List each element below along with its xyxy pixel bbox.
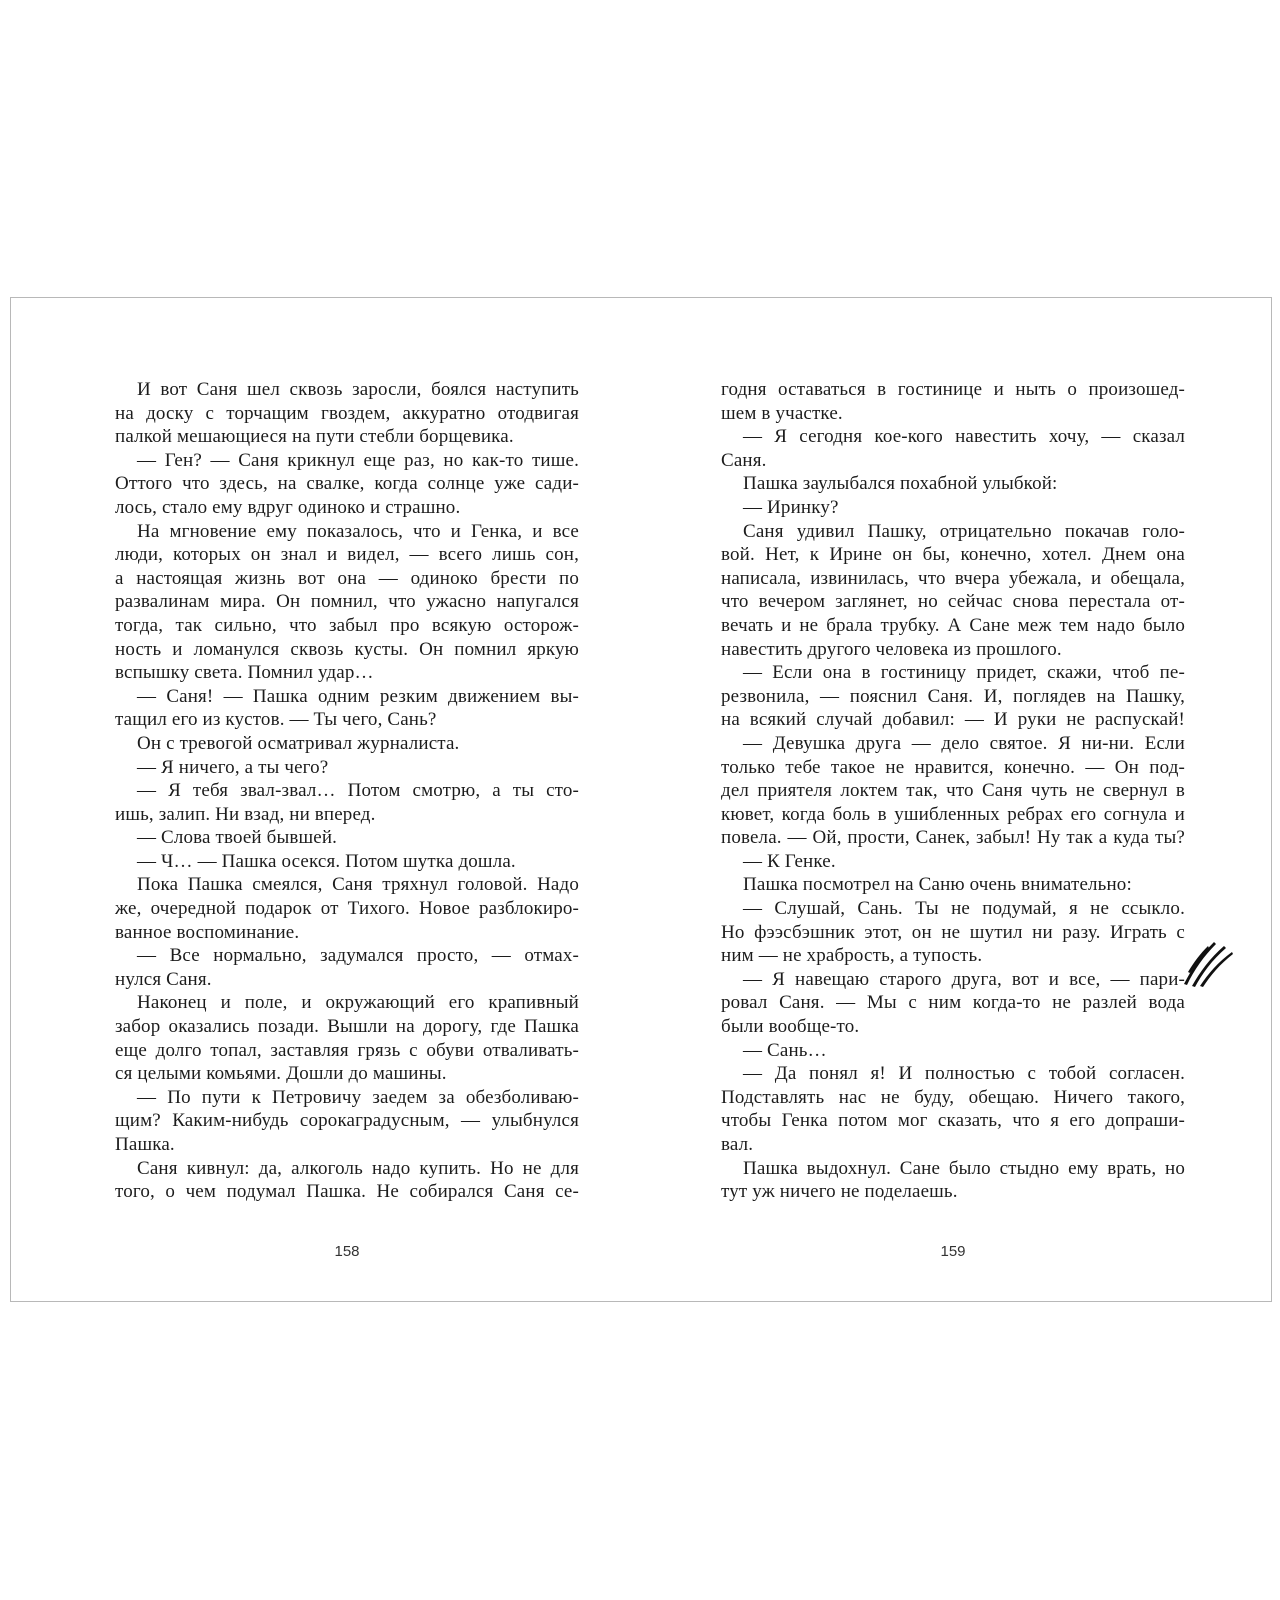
text-line: ванное воспоминание. (115, 921, 300, 943)
text-line: — Саня! — Пашка одним резким движением вы- (137, 685, 579, 707)
book-spread (10, 297, 1272, 1302)
text-line: Но фээсбэшник этот, он не шутил ни разу. Играть с (721, 921, 1185, 943)
text-line: ность и ломанулся сквозь кусты. Он помнил яркую (115, 638, 579, 660)
text-line: шем в участке. (721, 402, 843, 424)
text-line: забор оказались позади. Вышли на дорогу, где Пашка (115, 1016, 579, 1038)
text-line: Подставлять нас не буду, обещаю. Ничего такого, (721, 1086, 1185, 1108)
text-line: написала, извинилась, что вчера убежала, и обещала, (721, 567, 1185, 589)
text-line: — Я тебя звал-звал… Потом смотрю, а ты сто- (137, 780, 579, 802)
text-line: вой. Нет, к Ирине он бы, конечно, хотел. Днем она (721, 544, 1185, 566)
text-line: дел приятеля локтем так, что Саня чуть не свернул в (721, 780, 1185, 802)
text-line: Пашка. (115, 1134, 175, 1155)
text-line: чтобы Генка потом мог сказать, что я его допраши- (721, 1110, 1185, 1132)
left-page (115, 298, 579, 1301)
text-line: — Девушка друга — дело святое. Я ни-ни. Если (743, 732, 1185, 754)
text-line: — Ч… — Пашка осекся. Потом шутка дошла. (137, 850, 516, 872)
right-page-text (721, 378, 1185, 1204)
text-line: навестить другого человека из прошлого. (721, 638, 1062, 660)
text-line: вал. (721, 1134, 754, 1155)
text-line: На мгновение ему показалось, что и Генка, и все (137, 520, 579, 542)
text-line: — Слова твоей бывшей. (137, 827, 338, 849)
left-page-text (115, 378, 579, 1204)
text-line: — Я сегодня кое-кого навестить хочу, — сказал (743, 426, 1185, 448)
text-line: — Слушай, Сань. Ты не подумай, я не ссыкло. (743, 898, 1185, 920)
text-line: палкой мешающиеся на пути стебли борщевика. (115, 426, 514, 448)
right-page (721, 298, 1185, 1301)
text-line: — Я ничего, а ты чего? (137, 756, 329, 778)
text-line: ним — не храбрость, а тупость. (721, 945, 983, 967)
text-line: а настоящая жизнь вот она — одиноко брести по (115, 567, 579, 589)
text-line: что вечером заглянет, но сейчас снова перестала от- (721, 591, 1185, 613)
text-line: люди, которых он знал и видел, — всего лишь сон, (115, 544, 579, 566)
text-line: того, о чем подумал Пашка. Не собирался Саня се- (115, 1181, 579, 1203)
text-line: Саня удивил Пашку, отрицательно покачав голо- (743, 520, 1185, 542)
text-line: тащил его из кустов. — Ты чего, Сань? (115, 709, 437, 731)
text-line: — Я навещаю старого друга, вот и все, — пари- (743, 968, 1185, 990)
text-line: — Ген? — Саня крикнул еще раз, но как-то тише. (137, 449, 579, 471)
text-line: Саня кивнул: да, алкоголь надо купить. Но не для (137, 1157, 579, 1179)
text-line: повела. — Ой, прости, Санек, забыл! Ну так а куда ты? (721, 827, 1185, 849)
text-line: вспышку света. Помнил удар… (115, 662, 374, 684)
text-line: же, очередной подарок от Тихого. Новое разблокиро- (115, 898, 579, 920)
text-line: Пашка выдохнул. Сане было стыдно ему врать, но (743, 1157, 1185, 1179)
text-line: — Если она в гостиницу придет, скажи, чтоб пе- (743, 662, 1185, 684)
text-line: лось, стало ему вдруг одиноко и страшно. (115, 496, 461, 518)
text-line: щим? Каким-нибудь сорокаградусным, — улыбнулся (115, 1110, 579, 1132)
text-line: Он с тревогой осматривал журналиста. (137, 732, 460, 754)
text-line: тут уж ничего не поделаешь. (721, 1181, 958, 1203)
page-number-right: 159 (940, 1243, 966, 1260)
claw-marks-icon (1180, 928, 1240, 988)
text-line: резвонила, — пояснил Саня. И, поглядев на Пашку, (721, 685, 1185, 707)
text-line: ровал Саня. — Мы с ним когда-то не разлей вода (721, 992, 1185, 1014)
text-line: — По пути к Петровичу заедем за обезболиваю- (137, 1086, 579, 1108)
text-line: ся целыми комьями. Дошли до машины. (115, 1063, 447, 1085)
page-number-left: 158 (334, 1243, 360, 1260)
text-line: И вот Саня шел сквозь заросли, боялся наступить (137, 379, 579, 400)
text-line: вечать и не брала трубку. А Сане меж тем надо было (721, 614, 1185, 636)
text-line: годня оставаться в гостинице и ныть о произошед- (721, 379, 1185, 400)
text-line: — Иринку? (743, 496, 839, 518)
text-line: были вообще-то. (721, 1016, 860, 1038)
text-line: на доску с торчащим гвоздем, аккуратно отодвигая (115, 402, 579, 424)
text-line: тогда, так сильно, что забыл про всякую осторож- (115, 614, 579, 636)
text-line: Саня. (721, 449, 767, 471)
text-line: на всякий случай добавил: — И руки не распускай! (721, 709, 1185, 731)
text-line: — Да понял я! И полностью с тобой согласен. (743, 1063, 1185, 1085)
text-line: Наконец и поле, и окружающий его крапивный (137, 992, 579, 1014)
text-line: Оттого что здесь, на свалке, когда солнце уже сади- (115, 473, 579, 495)
text-line: только тебе такое не нравится, конечно. — Он под- (721, 756, 1185, 778)
text-line: Пока Пашка смеялся, Саня тряхнул головой. Надо (137, 874, 579, 896)
text-line: кювет, когда боль в ушибленных ребрах его согнула и (721, 803, 1185, 825)
text-line: Пашка посмотрел на Саню очень внимательно: (743, 874, 1132, 896)
text-line: — Сань… (743, 1039, 827, 1061)
text-line: ишь, залип. Ни взад, ни вперед. (115, 803, 376, 825)
text-line: еще долго топал, заставляя грязь с обуви отваливать- (115, 1039, 579, 1061)
text-line: развалинам мира. Он помнил, что ужасно напугался (115, 591, 579, 613)
text-line: Пашка заулыбался похабной улыбкой: (743, 473, 1058, 495)
text-line: — К Генке. (743, 850, 836, 872)
text-line: нулся Саня. (115, 968, 212, 990)
text-line: — Все нормально, задумался просто, — отмах- (137, 945, 579, 967)
